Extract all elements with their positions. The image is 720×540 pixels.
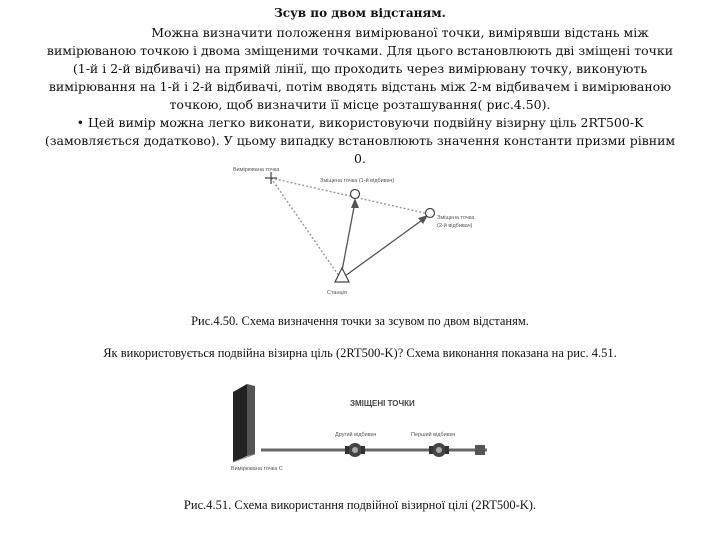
reflector-2-marker	[426, 209, 435, 218]
question-text: Як використовується подвійна візирна ціль (2RT500-K)? Схема виконання показана на рис. 4.51.	[103, 346, 617, 360]
figure-caption-4-51: Рис.4.51. Схема використання подвійної візирної цілі (2RT500-K).	[183, 498, 537, 512]
fig2-heading: ЗМІЩЕНІ ТОЧКИ	[350, 399, 415, 408]
paragraph: Можна визначити положення вимірюваної точки, вимірявши відстань між вимірюваною точкою і двома зміщеними точками. Для цього встановлюють дві зміщені точки (1-й і 2-й відбивачі) на прямій лінії, що проходить через вимірювану точку, виконують вимірювання на 1-й і 2-й відбивачі, потім вводять відстань між 2-м відбивачем і вимірюваною точкою, щоб визначити її місце розташування( рис.4.50).	[46, 25, 674, 112]
label-first-reflector: Перший відбивач	[411, 432, 456, 438]
figure-offset-diagram	[225, 164, 495, 300]
wall-panel	[233, 384, 247, 462]
body-text	[40, 24, 680, 168]
page-title: Зсув по двом відстаням.	[274, 6, 446, 20]
label-second-reflector: Другий відбивач	[335, 432, 377, 438]
reflector-1-marker	[351, 190, 360, 199]
figure-caption-4-50: Рис.4.50. Схема визначення точки за зсувом по двом відстаням.	[191, 314, 529, 328]
label-reflector-2a: Зміщена точка	[437, 215, 475, 221]
label-station: Станція	[327, 290, 347, 296]
figure-double-target	[225, 382, 495, 472]
label-reflector-2b: (2-й відбивач)	[437, 223, 473, 229]
label-measured-point: Вимірювана точка	[233, 167, 280, 173]
bullet-paragraph: • Цей вимір можна легко виконати, використовуючи подвійну візирну ціль 2RT500-K (замовляється додатково). У цьому випадку встановлюють значення константи призми рівним 0.	[44, 115, 676, 166]
label-reflector-1: Зміщена точка (1-й відбивач)	[320, 178, 395, 184]
label-point-c: Вимірювана точка С	[231, 466, 283, 472]
